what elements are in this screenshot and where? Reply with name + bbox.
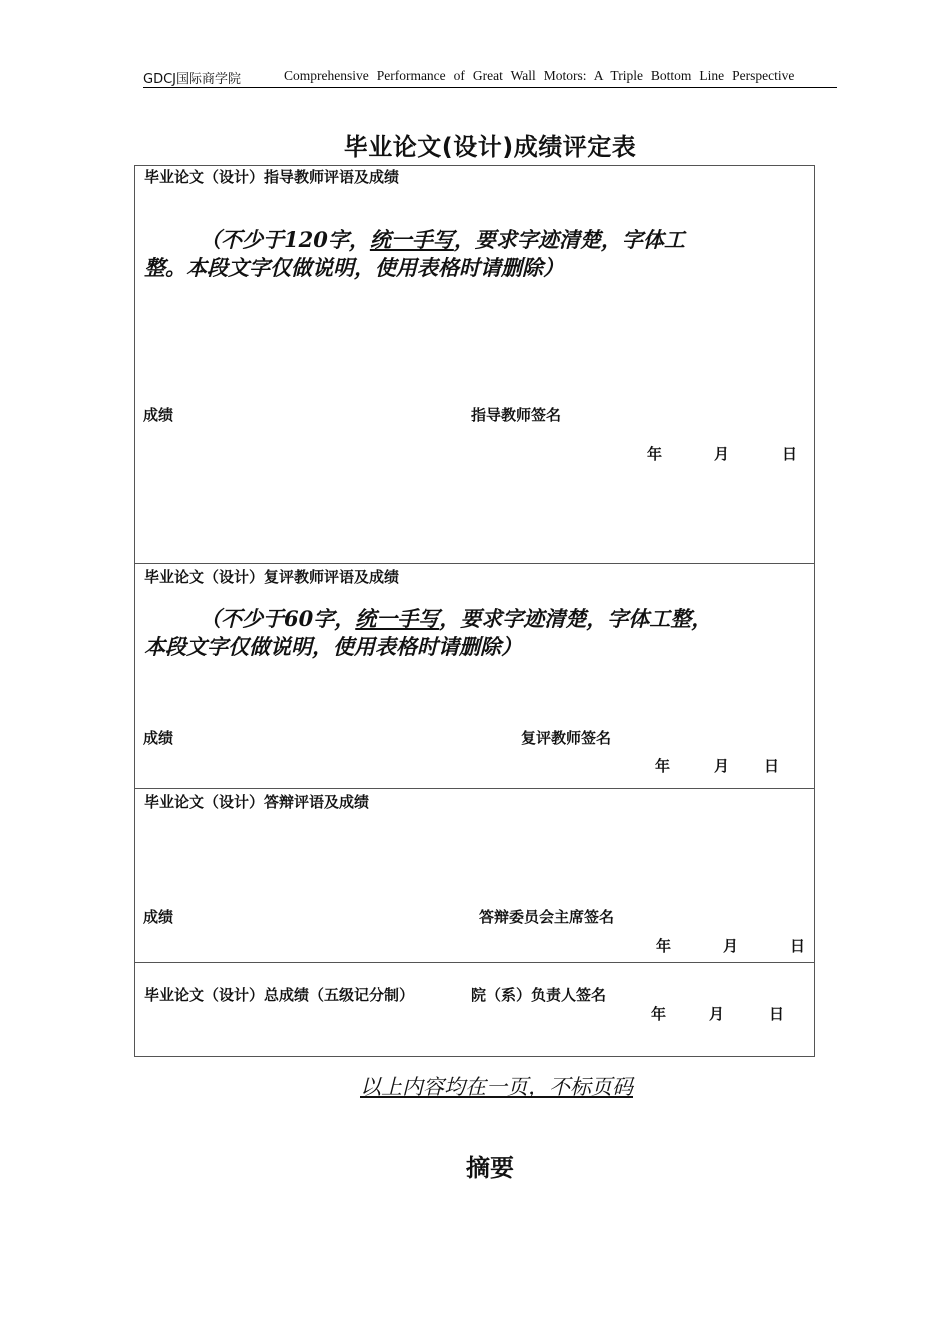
defense-date-year: 年 — [656, 937, 672, 955]
row-divider-1 — [134, 563, 815, 564]
header-rule — [143, 87, 837, 88]
total-date-year: 年 — [651, 1005, 667, 1023]
reviewer-signature-label: 复评教师签名 — [521, 729, 612, 747]
reviewer-date-month: 月 — [714, 757, 730, 775]
header-paper-title: Comprehensive Performance of Great Wall Motors: A Triple Bottom Line Perspective — [284, 68, 795, 83]
reviewer-date-year: 年 — [655, 757, 671, 775]
reviewer-grade-label: 成绩 — [143, 729, 174, 747]
supervisor-date-year: 年 — [647, 445, 663, 463]
defense-grade-label: 成绩 — [143, 908, 174, 926]
supervisor-date-month: 月 — [714, 445, 730, 463]
supervisor-date-day: 日 — [782, 445, 798, 463]
defense-date-month: 月 — [723, 937, 739, 955]
supervisor-signature-label: 指导教师签名 — [471, 406, 562, 424]
reviewer-note-line1: （不少于60字，统一手写，要求字迹清楚，字体工整， — [200, 606, 713, 631]
supervisor-note-line1: （不少于120字，统一手写，要求字迹清楚，字体工 — [200, 227, 685, 252]
row-divider-2 — [134, 788, 815, 789]
form-title: 毕业论文(设计)成绩评定表 — [343, 133, 637, 161]
note-underlined-text: 统一手写 — [369, 227, 454, 252]
reviewer-date-day: 日 — [764, 757, 780, 775]
defense-section-heading: 毕业论文（设计）答辩评语及成绩 — [144, 793, 370, 811]
department-head-signature-label: 院（系）负责人签名 — [471, 986, 607, 1004]
total-grade-label: 毕业论文（设计）总成绩（五级记分制） — [144, 986, 415, 1004]
note-underlined-text: 统一手写 — [355, 606, 440, 631]
supervisor-note-line2: 整。本段文字仅做说明，使用表格时请删除） — [144, 255, 564, 280]
abstract-heading: 摘要 — [466, 1154, 514, 1182]
defense-signature-label: 答辩委员会主席签名 — [479, 908, 615, 926]
reviewer-note-line2: 本段文字仅做说明，使用表格时请删除） — [144, 634, 522, 659]
supervisor-section-heading: 毕业论文（设计）指导教师评语及成绩 — [144, 168, 400, 186]
reviewer-section-heading: 毕业论文（设计）复评教师评语及成绩 — [144, 568, 400, 586]
page-note: 以上内容均在一页，不标页码 — [360, 1075, 633, 1099]
row-divider-3 — [134, 962, 815, 963]
supervisor-grade-label: 成绩 — [143, 406, 174, 424]
header-institution: GDCJ国际商学院 — [143, 72, 241, 87]
total-date-month: 月 — [709, 1005, 725, 1023]
defense-date-day: 日 — [790, 937, 806, 955]
total-date-day: 日 — [769, 1005, 785, 1023]
